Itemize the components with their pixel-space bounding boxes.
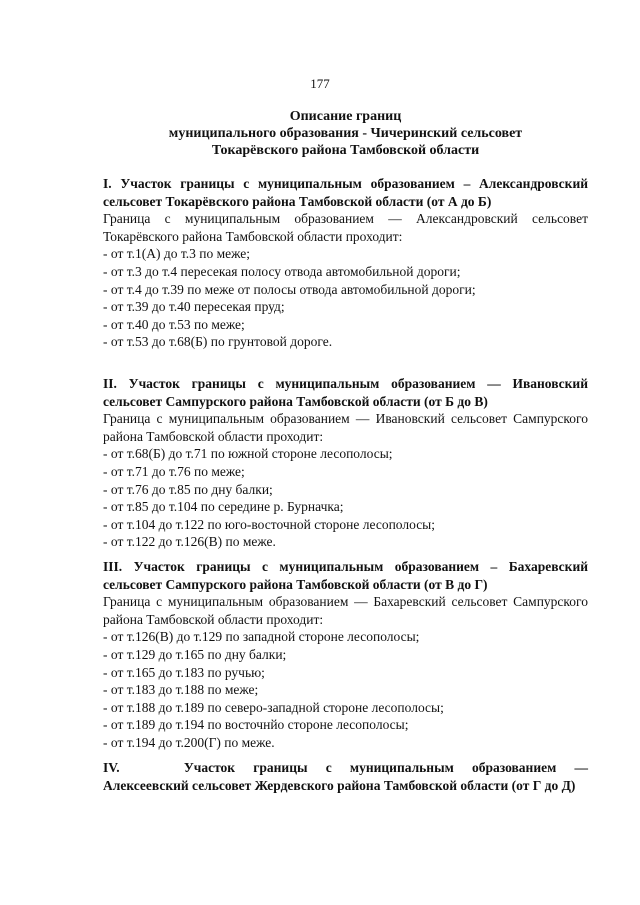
list-item: - от т.188 до т.189 по северо-западной стороне лесополосы; <box>103 699 444 715</box>
title-line-2: муниципального образования - Чичеринский сельсовет <box>168 126 523 141</box>
list-item: - от т.104 до т.122 по юго-восточной стороне лесополосы; <box>103 516 436 532</box>
section-intro: Граница с муниципальным образованием — Александровский сельсовет Токарёвского района Тамбовской области проходит: <box>103 211 588 244</box>
list-item: - от т.3 до т.4 пересекая полосу отвода автомобильной дороги; <box>103 263 461 279</box>
list-item: - от т.165 до т.183 по ручью; <box>103 664 265 680</box>
section-intro: Граница с муниципальным образованием — Ивановский сельсовет Сампурского района Тамбовской области проходит: <box>103 411 588 444</box>
section-heading <box>103 759 588 794</box>
section-number: III. <box>103 559 123 574</box>
section-heading <box>103 558 588 593</box>
list-item: - от т.194 до т.200(Г) по меже. <box>103 734 275 750</box>
list-item: - от т.189 до т.194 по восточнйо стороне лесополосы; <box>103 717 409 733</box>
document-title <box>103 108 588 159</box>
section-heading <box>103 375 588 410</box>
list-item: - от т.76 до т.85 по дну балки; <box>103 481 273 497</box>
section-2 <box>103 375 588 551</box>
list-item: - от т.71 до т.76 по меже; <box>103 463 245 479</box>
boundary-list <box>103 628 588 751</box>
section-heading <box>103 175 588 210</box>
list-item: - от т.53 до т.68(Б) по грунтовой дороге. <box>103 334 333 350</box>
list-item: - от т.39 до т.40 пересекая пруд; <box>103 299 285 315</box>
title-line-3: Токарёвского района Тамбовской области <box>211 143 480 158</box>
section-heading-text: Участок границы с муниципальным образованием — Ивановский сельсовет Сампурского района Тамбовской области (от Б до В) <box>103 376 588 409</box>
section-1 <box>103 175 588 351</box>
section-number: IV. <box>103 760 120 775</box>
title-line-1: Описание границ <box>289 109 402 124</box>
section-heading-text: Участок границы с муниципальным образованием – Бахаревский сельсовет Сампурского района Тамбовской области (от В до Г) <box>103 559 589 592</box>
list-item: - от т.40 до т.53 по меже; <box>103 316 245 332</box>
boundary-list <box>103 245 588 351</box>
list-item: - от т.85 до т.104 по середине р. Бурначка; <box>103 499 344 515</box>
section-heading-text: Участок границы с муниципальным образованием – Александровский сельсовет Токарёвского района Тамбовской области (от А до Б) <box>103 176 588 209</box>
page-number: 177 <box>310 76 330 91</box>
section-number: II. <box>103 376 117 391</box>
list-item: - от т.1(А) до т.3 по меже; <box>103 246 250 262</box>
section-heading-text: Участок границы с муниципальным образованием — Алексеевский сельсовет Жердевского района Тамбовской области (от Г до Д) <box>103 760 588 793</box>
list-item: - от т.126(В) до т.129 по западной стороне лесополосы; <box>103 629 420 645</box>
list-item: - от т.4 до т.39 по меже от полосы отвода автомобильной дороги; <box>103 281 476 297</box>
list-item: - от т.68(Б) до т.71 по южной стороне лесополосы; <box>103 446 393 462</box>
list-item: - от т.129 до т.165 по дну балки; <box>103 646 287 662</box>
list-item: - от т.122 до т.126(В) по меже. <box>103 534 276 550</box>
section-intro: Граница с муниципальным образованием — Бахаревский сельсовет Сампурского района Тамбовской области проходит: <box>103 594 588 627</box>
section-4 <box>103 759 588 794</box>
boundary-list <box>103 445 588 551</box>
section-number: I. <box>103 176 112 191</box>
list-item: - от т.183 до т.188 по меже; <box>103 682 259 698</box>
section-3 <box>103 558 588 752</box>
